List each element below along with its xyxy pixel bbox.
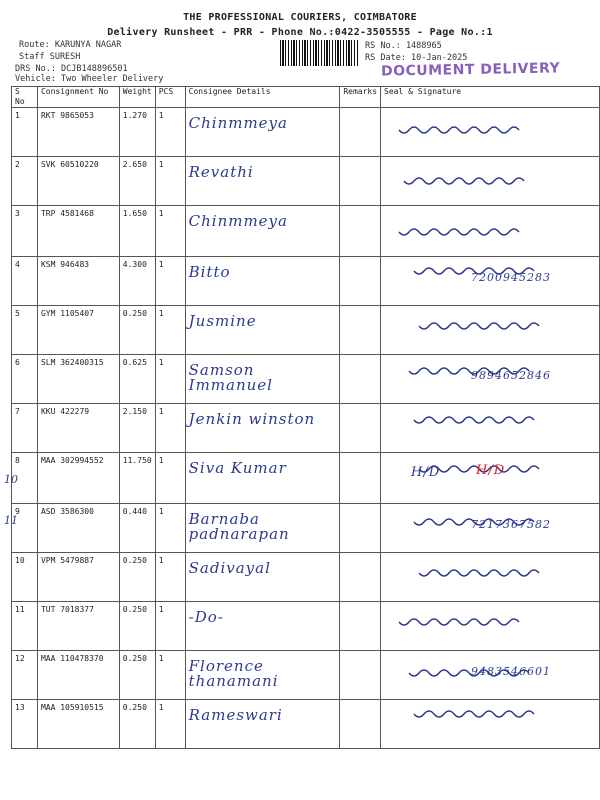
col-weight: Weight xyxy=(119,87,155,108)
remarks-cell xyxy=(340,602,381,651)
col-signature: Seal & Signature xyxy=(381,87,600,108)
signature-scrawl xyxy=(389,606,589,640)
weight-cell: 2.650 xyxy=(119,157,155,206)
consignment-cell: RKT 9865053 xyxy=(37,108,119,157)
sno-cell: 12 xyxy=(12,651,38,700)
consignee-cell: Jusmine xyxy=(185,306,340,355)
signature-cell xyxy=(381,355,600,404)
signature-scrawl xyxy=(389,704,589,738)
remarks-cell xyxy=(340,700,381,749)
signature-scrawl xyxy=(389,161,589,195)
company-title: THE PROFESSIONAL COURIERS, COIMBATORE xyxy=(183,12,417,23)
weight-cell: 0.250 xyxy=(119,651,155,700)
weight-cell: 4.300 xyxy=(119,257,155,306)
consignee-cell: Samson Immanuel xyxy=(185,355,340,404)
consignee-cell: Florence thanamani xyxy=(185,651,340,700)
table-row xyxy=(12,651,600,700)
weight-cell: 0.625 xyxy=(119,355,155,404)
weight-cell: 1.270 xyxy=(119,108,155,157)
table-row xyxy=(12,157,600,206)
consignment-cell: MAA 110478370 xyxy=(37,651,119,700)
remarks-cell xyxy=(340,108,381,157)
sno-cell: 9 xyxy=(12,504,38,553)
pcs-cell: 1 xyxy=(155,108,185,157)
pcs-cell: 1 xyxy=(155,157,185,206)
weight-cell: 0.250 xyxy=(119,553,155,602)
handwritten-phone: 7200945283 xyxy=(471,271,552,284)
table-row xyxy=(12,108,600,157)
pcs-cell: 1 xyxy=(155,602,185,651)
staff-line: Staff SURESH xyxy=(19,52,81,62)
vehicle-line: Vehicle: Two Wheeler Delivery xyxy=(15,74,164,84)
consignee-cell: -Do- xyxy=(185,602,340,651)
pcs-cell: 1 xyxy=(155,355,185,404)
consignee-cell: Chinmmeya xyxy=(185,108,340,157)
consignment-cell: VPM 5479887 xyxy=(37,553,119,602)
consignee-cell: Revathi xyxy=(185,157,340,206)
table-row xyxy=(12,700,600,749)
consignment-cell: MAA 105910515 xyxy=(37,700,119,749)
col-remarks: Remarks xyxy=(340,87,381,108)
signature-cell xyxy=(381,700,600,749)
remarks-cell xyxy=(340,355,381,404)
consignment-cell: KKU 422279 xyxy=(37,404,119,453)
table-row xyxy=(12,306,600,355)
signature-scrawl xyxy=(389,408,589,442)
table-row xyxy=(12,404,600,453)
signature-cell xyxy=(381,108,600,157)
pcs-cell: 1 xyxy=(155,404,185,453)
pcs-cell: 1 xyxy=(155,553,185,602)
drs-line: DRS No.: DCJB148896501 xyxy=(15,64,128,74)
weight-cell: 2.150 xyxy=(119,404,155,453)
sno-cell: 4 xyxy=(12,257,38,306)
route-line: Route: KARUNYA NAGAR xyxy=(19,40,122,50)
pcs-cell: 1 xyxy=(155,504,185,553)
col-consignment: Consignment No xyxy=(37,87,119,108)
handwritten-phone: 9894652846 xyxy=(471,369,552,382)
consignee-cell: Barnaba padnarapan xyxy=(185,504,340,553)
remarks-cell xyxy=(340,404,381,453)
col-pcs: PCS xyxy=(155,87,185,108)
consignee-cell: Rameswari xyxy=(185,700,340,749)
weight-cell: 0.250 xyxy=(119,700,155,749)
consignee-cell: Chinmmeya xyxy=(185,206,340,257)
weight-cell: 0.250 xyxy=(119,602,155,651)
consignment-cell: TRP 4581468 xyxy=(37,206,119,257)
consignee-cell: Bitto xyxy=(185,257,340,306)
remarks-cell xyxy=(340,306,381,355)
rs-number: RS No.: 1488965 xyxy=(365,41,442,51)
weight-cell: 1.650 xyxy=(119,206,155,257)
table-row xyxy=(12,504,600,553)
rs-date: RS Date: 10-Jan-2025 xyxy=(365,53,468,63)
pcs-cell: 1 xyxy=(155,306,185,355)
consignment-cell: ASD 3586300 xyxy=(37,504,119,553)
table-row xyxy=(12,602,600,651)
col-sno: S No xyxy=(12,87,38,108)
runsheet-table xyxy=(11,86,600,749)
margin-mark-10: 10 xyxy=(4,473,18,486)
consignment-cell: SLM 362400315 xyxy=(37,355,119,404)
signature-cell xyxy=(381,453,600,504)
pcs-cell: 1 xyxy=(155,257,185,306)
consignee-cell: Jenkin winston xyxy=(185,404,340,453)
consignment-cell: TUT 7018377 xyxy=(37,602,119,651)
sno-cell: 5 xyxy=(12,306,38,355)
col-consignee: Consignee Details xyxy=(185,87,340,108)
pcs-cell: 1 xyxy=(155,206,185,257)
table-header-row xyxy=(12,87,600,108)
barcode xyxy=(280,40,358,66)
handwritten-hd-red: H/D xyxy=(476,463,506,478)
pcs-cell: 1 xyxy=(155,651,185,700)
sno-cell: 1 xyxy=(12,108,38,157)
table-row xyxy=(12,355,600,404)
sno-cell: 3 xyxy=(12,206,38,257)
consignee-cell: Siva Kumar xyxy=(185,453,340,504)
consignment-cell: GYM 1105407 xyxy=(37,306,119,355)
pcs-cell: 1 xyxy=(155,700,185,749)
signature-cell xyxy=(381,157,600,206)
consignee-cell: Sadivayal xyxy=(185,553,340,602)
weight-cell: 0.440 xyxy=(119,504,155,553)
remarks-cell xyxy=(340,257,381,306)
sno-cell: 11 xyxy=(12,602,38,651)
handwritten-hd: H/D xyxy=(411,465,441,480)
remarks-cell xyxy=(340,157,381,206)
table-row xyxy=(12,257,600,306)
signature-cell xyxy=(381,206,600,257)
weight-cell: 11.750 xyxy=(119,453,155,504)
margin-mark-11: 11 xyxy=(4,514,18,527)
signature-cell xyxy=(381,504,600,553)
pcs-cell: 1 xyxy=(155,453,185,504)
signature-scrawl xyxy=(389,210,589,244)
document-delivery-stamp: DOCUMENT DELIVERY xyxy=(380,60,561,80)
handwritten-phone: 9483546601 xyxy=(471,665,552,678)
table-row xyxy=(12,453,600,504)
table-row xyxy=(12,206,600,257)
remarks-cell xyxy=(340,453,381,504)
signature-scrawl xyxy=(389,310,589,344)
signature-cell xyxy=(381,404,600,453)
consignment-cell: SVK 60510220 xyxy=(37,157,119,206)
sno-cell: 10 xyxy=(12,553,38,602)
runsheet-subtitle: Delivery Runsheet - PRR - Phone No.:0422-3505555 - Page No.:1 xyxy=(107,27,493,38)
signature-scrawl xyxy=(389,112,589,146)
signature-cell xyxy=(381,257,600,306)
sno-cell: 2 xyxy=(12,157,38,206)
signature-cell xyxy=(381,306,600,355)
consignment-cell: KSM 946483 xyxy=(37,257,119,306)
consignment-cell: MAA 302994552 xyxy=(37,453,119,504)
signature-cell xyxy=(381,602,600,651)
table-row xyxy=(12,553,600,602)
sno-cell: 8 xyxy=(12,453,38,504)
remarks-cell xyxy=(340,553,381,602)
remarks-cell xyxy=(340,651,381,700)
sno-cell: 6 xyxy=(12,355,38,404)
sno-cell: 13 xyxy=(12,700,38,749)
remarks-cell xyxy=(340,504,381,553)
signature-cell xyxy=(381,553,600,602)
signature-scrawl xyxy=(389,557,589,591)
handwritten-phone: 7217367582 xyxy=(471,518,552,531)
signature-cell xyxy=(381,651,600,700)
remarks-cell xyxy=(340,206,381,257)
weight-cell: 0.250 xyxy=(119,306,155,355)
sno-cell: 7 xyxy=(12,404,38,453)
